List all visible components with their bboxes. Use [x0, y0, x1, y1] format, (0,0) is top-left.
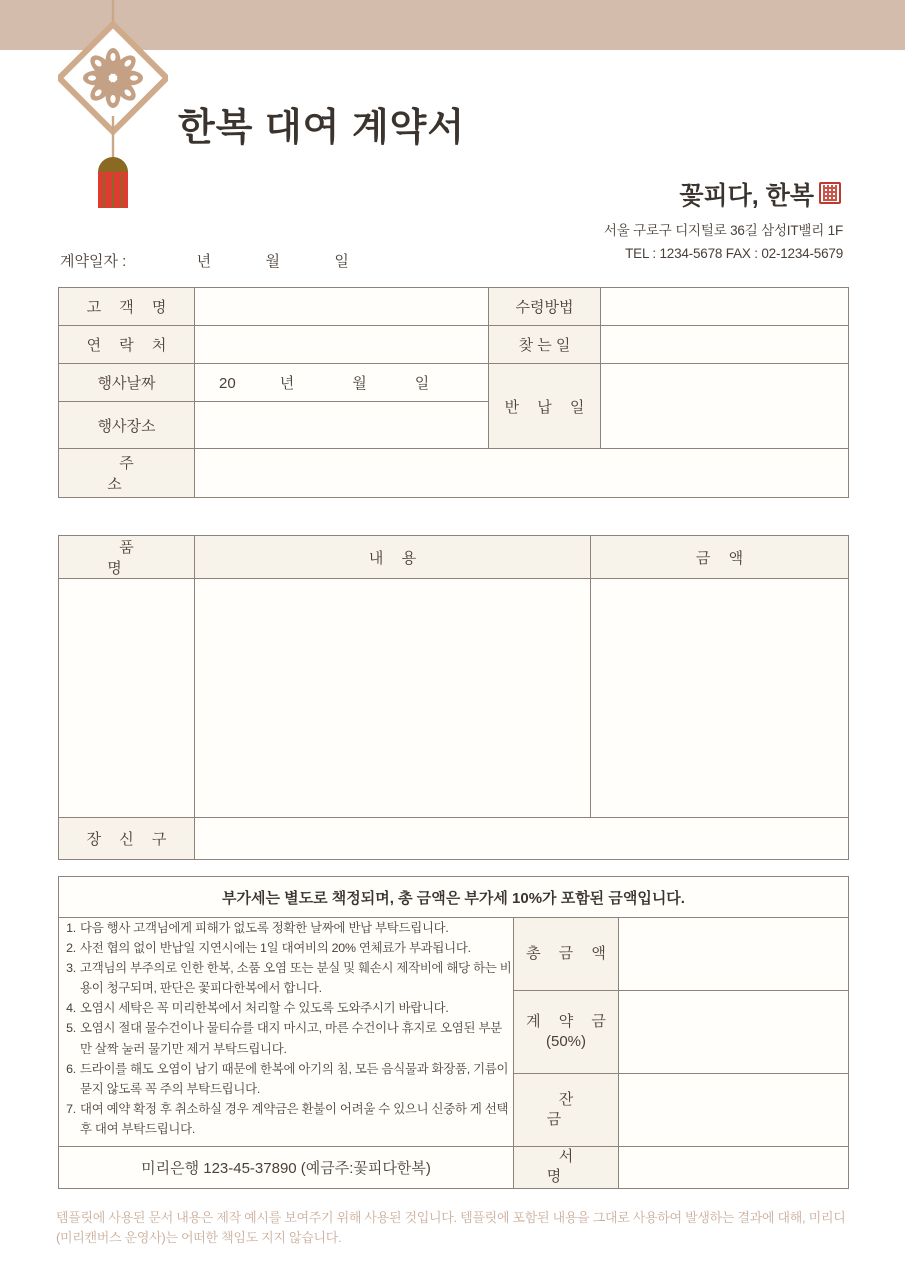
- term-number: 6.: [66, 1061, 76, 1076]
- table-row: [59, 877, 849, 918]
- list-item: [59, 918, 513, 938]
- table-row: [59, 326, 849, 364]
- items-header-detail: 내 용: [195, 536, 591, 579]
- table-row: [59, 579, 849, 818]
- customer-name-label: 고 객 명: [59, 288, 195, 326]
- term-line: 고객님의 부주의로 인한 한복, 소품 오염 또는 분실 및 훼손시 제작비에 해당: [80, 961, 470, 976]
- norigae-ornament-icon: [58, 0, 168, 225]
- address-field[interactable]: [195, 449, 849, 498]
- contract-date-day-unit: 일: [334, 253, 349, 270]
- customer-name-field[interactable]: [195, 288, 489, 326]
- items-header-item: 품 명: [59, 536, 195, 579]
- event-date-label: 행사날짜: [59, 364, 195, 402]
- event-date-prefix: 20: [219, 375, 236, 392]
- list-item: [59, 998, 513, 1018]
- term-number: 7.: [66, 1101, 76, 1116]
- company-name-row: [423, 176, 843, 212]
- term-number: 5.: [66, 1021, 76, 1036]
- pickup-method-field[interactable]: [601, 288, 849, 326]
- total-amount-label: 총 금 액: [514, 918, 619, 991]
- items-detail-field[interactable]: [195, 579, 591, 818]
- term-line: 드라이를 해도 오염이 남기 때문에 한복에 아기의 침, 모든 음식물과 화장품,: [80, 1061, 470, 1076]
- term-line: 오염시 절대 물수건이나 물티슈를 대지 마시고, 마른 수건이나 휴지로 오염된: [80, 1021, 476, 1036]
- return-date-field[interactable]: [601, 364, 849, 449]
- items-header-amount: 금 액: [591, 536, 849, 579]
- table-row: [59, 918, 849, 991]
- vat-note: 부가세는 별도로 책정되며, 총 금액은 부가세 10%가 포함된 금액입니다.: [59, 877, 849, 918]
- term-number: 1.: [66, 921, 76, 935]
- signature-label: 서 명: [514, 1147, 619, 1189]
- total-amount-field[interactable]: [619, 918, 849, 991]
- address-label: 주 소: [59, 449, 195, 498]
- company-contact: TEL : 1234-5678 FAX : 02-1234-5679: [625, 246, 843, 261]
- deposit-label-main: 계 약 금: [526, 1012, 613, 1030]
- accessory-label: 장 신 구: [59, 818, 195, 860]
- term-line: 하는 비용이 청구되며, 판단은 꽃피다한복에서 합니다.: [80, 961, 512, 996]
- balance-field[interactable]: [619, 1074, 849, 1147]
- term-line: 부분만 살짝 눌러 물기만 제거 부탁드립니다.: [80, 1021, 502, 1056]
- event-place-label: 행사장소: [59, 402, 195, 449]
- pickup-method-label: 수령방법: [489, 288, 601, 326]
- event-place-field[interactable]: [195, 402, 489, 449]
- return-date-label: 반 납 일: [489, 364, 601, 449]
- red-seal-stamp-icon: [817, 180, 843, 206]
- term-number: 2.: [66, 941, 76, 956]
- items-amount-field[interactable]: [591, 579, 849, 818]
- customer-info-table: [58, 287, 849, 498]
- page-title: 한복 대여 계약서: [178, 107, 466, 149]
- contract-date-line: [60, 250, 349, 271]
- event-month-unit: 월: [352, 375, 367, 392]
- company-name: 꽃피다, 한복: [679, 182, 814, 210]
- term-number: 3.: [66, 961, 76, 976]
- table-row: [59, 818, 849, 860]
- deposit-field[interactable]: [619, 991, 849, 1074]
- table-row: [59, 449, 849, 498]
- term-line: 사전 협의 없이 반납일 지연시에는 1일 대여비의 20% 연체료가 부과됩니다.: [80, 941, 471, 956]
- bank-info: 미리은행 123-45-37890 (예금주:꽃피다한복): [59, 1147, 514, 1189]
- items-table: [58, 535, 849, 860]
- term-line: 오염시 세탁은 꼭 미리한복에서 처리할 수 있도록 도와주시기 바랍니다.: [80, 1001, 449, 1016]
- event-date-field[interactable]: [195, 364, 489, 402]
- contact-label: 연 락 처: [59, 326, 195, 364]
- list-item: [59, 1099, 513, 1139]
- pickup-date-label: 찾 는 일: [489, 326, 601, 364]
- term-line: 대여 예약 확정 후 취소하실 경우 계약금은 환불이 어려울 수 있으니 신중하: [80, 1101, 467, 1116]
- event-day-unit: 일: [414, 375, 430, 392]
- contract-date-month-unit: 월: [265, 253, 280, 270]
- contact-field[interactable]: [195, 326, 489, 364]
- terms-list: [59, 918, 514, 1147]
- event-year-unit: 년: [279, 375, 295, 392]
- list-item: [59, 1059, 513, 1099]
- table-row: [59, 1147, 849, 1189]
- table-row: [59, 364, 849, 402]
- items-name-field[interactable]: [59, 579, 195, 818]
- list-item: [59, 938, 513, 958]
- signature-field[interactable]: [619, 1147, 849, 1189]
- balance-label: 잔 금: [514, 1074, 619, 1147]
- term-line: 기름이 묻지 않도록 꼭 주의 부탁드립니다.: [80, 1061, 509, 1096]
- deposit-label: [514, 991, 619, 1074]
- terms-amounts-table: [58, 876, 849, 1189]
- term-line: 게 선택 후 대여 부탁드립니다.: [80, 1101, 509, 1136]
- contract-date-year-unit: 년: [196, 253, 212, 270]
- table-header-row: [59, 536, 849, 579]
- footer-disclaimer: 템플릿에 사용된 문서 내용은 제작 예시를 보여주기 위해 사용된 것입니다. 템플릿에 포함된 내용을 그대로 사용하여 발생하는 결과에 대해, 미리디(미리캔버스 운영사)는 어떠한 책임도 지지 않습니다.: [56, 1210, 846, 1246]
- pickup-date-field[interactable]: [601, 326, 849, 364]
- accessory-field[interactable]: [195, 818, 849, 860]
- company-info: [423, 176, 843, 261]
- list-item: [59, 1018, 513, 1058]
- term-number: 4.: [66, 1001, 76, 1016]
- contract-date-label: 계약일자 :: [60, 253, 127, 270]
- term-line: 다음 행사 고객님에게 피해가 없도록 정확한 날짜에 반납 부탁드립니다.: [80, 921, 449, 935]
- company-address: 서울 구로구 디지털로 36길 삼성IT밸리 1F: [603, 223, 843, 238]
- deposit-label-sub: (50%): [545, 1033, 586, 1050]
- table-row: [59, 288, 849, 326]
- list-item: [59, 958, 513, 998]
